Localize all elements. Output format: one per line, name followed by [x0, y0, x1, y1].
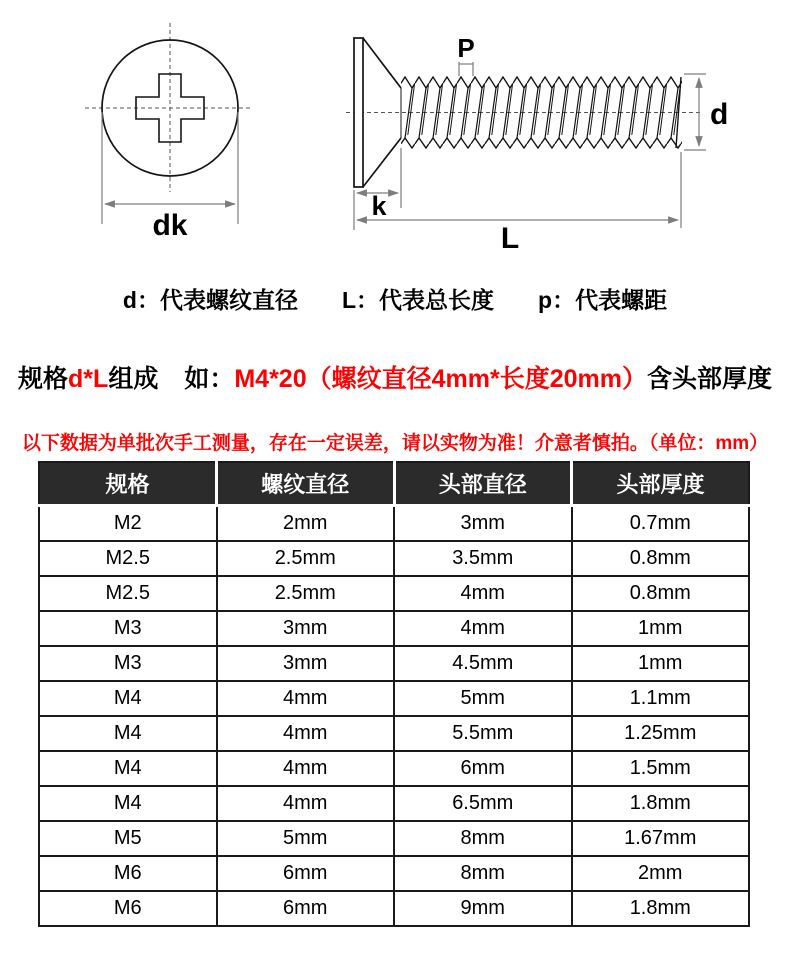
- table-row: [39, 856, 749, 891]
- d-label: d: [710, 98, 729, 131]
- table-cell: 0.8mm: [572, 576, 750, 611]
- head-cone-bottom: [363, 138, 401, 187]
- spec-part: 含头部厚度: [646, 365, 772, 393]
- table-row: [39, 506, 749, 542]
- table-cell: M4: [39, 716, 217, 751]
- table-cell: 8mm: [394, 856, 572, 891]
- table-cell: M5: [39, 821, 217, 856]
- table-cell: 3.5mm: [394, 541, 572, 576]
- table-cell: 4mm: [217, 716, 395, 751]
- table-cell: 4mm: [217, 751, 395, 786]
- L-label: L: [500, 222, 520, 255]
- table-cell: 1.25mm: [572, 716, 750, 751]
- table-row: [39, 821, 749, 856]
- table-cell: M2: [39, 506, 217, 542]
- table-cell: 6mm: [217, 891, 395, 926]
- table-cell: 9mm: [394, 891, 572, 926]
- table-cell: 1.5mm: [572, 751, 750, 786]
- screw-side-view: [346, 33, 728, 255]
- table-row: [39, 681, 749, 716]
- spec-table-body: [39, 506, 749, 927]
- table-cell: 4mm: [217, 786, 395, 821]
- table-row: [39, 716, 749, 751]
- table-cell: 1mm: [572, 646, 750, 681]
- table-cell: 1.8mm: [572, 786, 750, 821]
- screw-technical-diagram: [0, 0, 790, 265]
- table-cell: 5mm: [394, 681, 572, 716]
- table-cell: M2.5: [39, 541, 217, 576]
- table-cell: M4: [39, 751, 217, 786]
- screw-top-view: [85, 23, 252, 242]
- spec-part: 组成: [108, 365, 159, 393]
- spec-table: [38, 461, 750, 927]
- table-cell: 2mm: [572, 856, 750, 891]
- table-row: [39, 786, 749, 821]
- column-header: 螺纹直径: [217, 462, 395, 506]
- spec-table-header-row: [39, 462, 749, 506]
- legend-item-d: d：代表螺纹直径: [122, 287, 298, 313]
- table-cell: 0.8mm: [572, 541, 750, 576]
- spec-part-highlight: d*L: [68, 365, 109, 393]
- table-cell: 1.8mm: [572, 891, 750, 926]
- table-cell: M3: [39, 646, 217, 681]
- table-cell: 4mm: [394, 611, 572, 646]
- k-label: k: [371, 191, 387, 221]
- table-cell: M2.5: [39, 576, 217, 611]
- table-row: [39, 611, 749, 646]
- table-row: [39, 646, 749, 681]
- dimension-legend: [0, 282, 790, 315]
- legend-item-L: L：代表总长度: [341, 287, 495, 313]
- table-cell: 2mm: [217, 506, 395, 542]
- table-cell: 3mm: [217, 646, 395, 681]
- table-row: [39, 751, 749, 786]
- table-row: [39, 891, 749, 926]
- spec-format-line: [0, 359, 790, 395]
- table-cell: 6.5mm: [394, 786, 572, 821]
- table-cell: 5.5mm: [394, 716, 572, 751]
- column-header: 头部直径: [394, 462, 572, 506]
- table-cell: 3mm: [217, 611, 395, 646]
- table-cell: M4: [39, 786, 217, 821]
- spec-example-highlight: M4*20（螺纹直径4mm*长度20mm）: [234, 365, 647, 393]
- table-cell: 2.5mm: [217, 576, 395, 611]
- table-cell: 6mm: [217, 856, 395, 891]
- legend-item-p: p：代表螺距: [538, 287, 668, 313]
- table-cell: 6mm: [394, 751, 572, 786]
- table-cell: M6: [39, 891, 217, 926]
- head-cone-top: [363, 38, 401, 88]
- column-header: 规格: [39, 462, 217, 506]
- table-cell: 1.1mm: [572, 681, 750, 716]
- table-cell: 4mm: [394, 576, 572, 611]
- table-cell: M6: [39, 856, 217, 891]
- spec-part: 如：: [184, 365, 235, 393]
- measurement-warning: 以下数据为单批次手工测量，存在一定误差，请以实物为准！介意者慎拍。（单位：mm）: [21, 433, 769, 454]
- table-cell: 3mm: [394, 506, 572, 542]
- table-cell: 8mm: [394, 821, 572, 856]
- table-cell: 0.7mm: [572, 506, 750, 542]
- spec-part: 规格: [18, 365, 69, 393]
- table-cell: 5mm: [217, 821, 395, 856]
- table-cell: M3: [39, 611, 217, 646]
- dk-label: dk: [152, 209, 188, 242]
- table-row: [39, 541, 749, 576]
- table-cell: 1.67mm: [572, 821, 750, 856]
- table-cell: 4.5mm: [394, 646, 572, 681]
- spec-table-head: [39, 462, 749, 506]
- threaded-shaft: [401, 76, 682, 149]
- pitch-label: P: [457, 33, 475, 63]
- table-cell: M4: [39, 681, 217, 716]
- head-flat-face: [354, 38, 363, 187]
- table-cell: 4mm: [217, 681, 395, 716]
- column-header: 头部厚度: [572, 462, 750, 506]
- table-cell: 2.5mm: [217, 541, 395, 576]
- table-row: [39, 576, 749, 611]
- table-cell: 1mm: [572, 611, 750, 646]
